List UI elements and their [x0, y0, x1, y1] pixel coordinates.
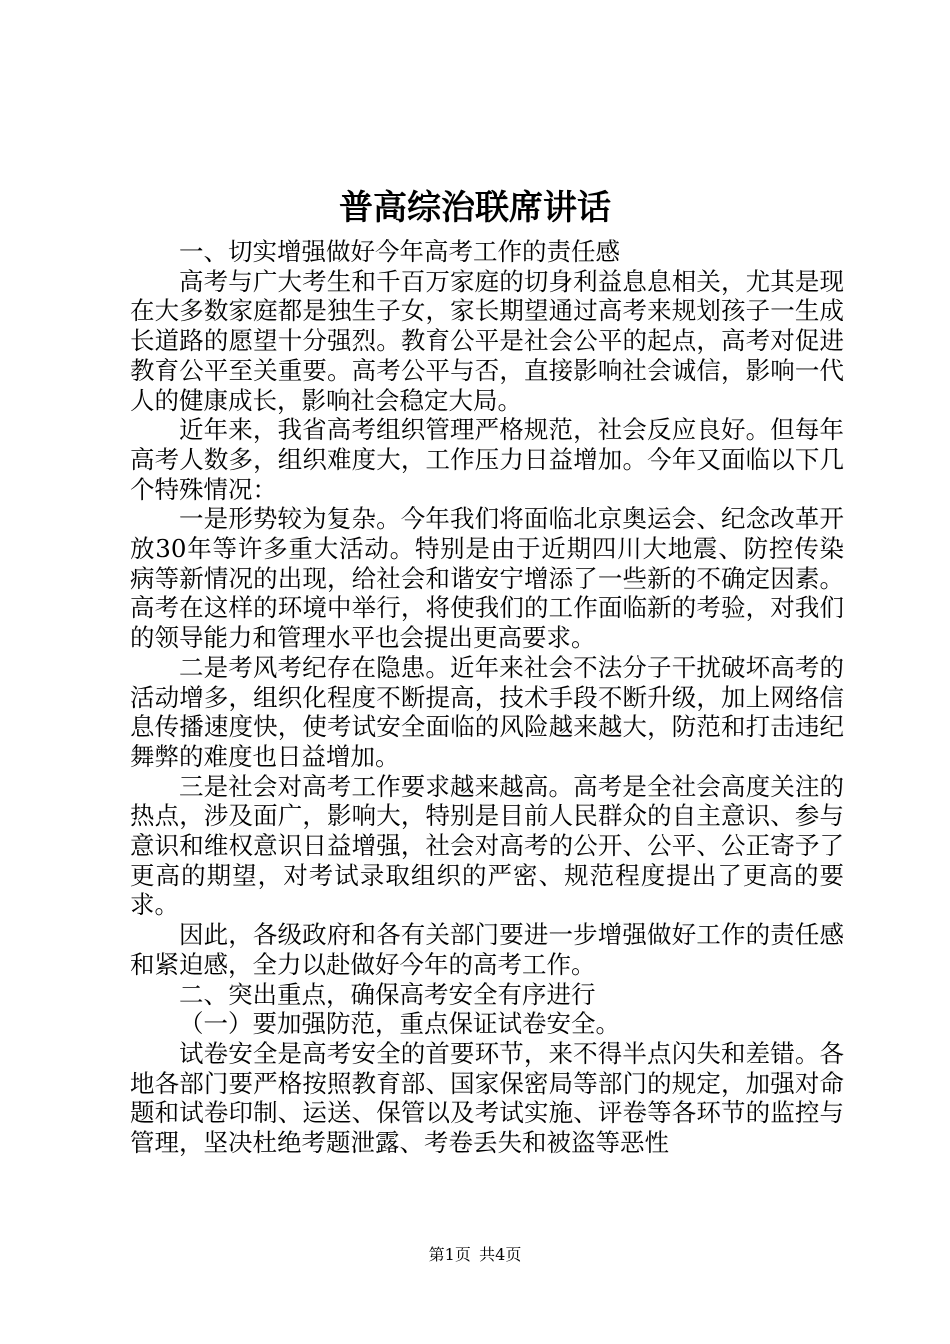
body-paragraph: 高考与广大考生和千百万家庭的切身利益息息相关，尤其是现在大多数家庭都是独生子女，家长期望通过高考来规划孩子一生成长道路的愿望十分强烈。教育公平是社会公平的起点，高考对促进教育公平至关重要。高考公平与否，直接影响社会诚信，影响一代人的健康成长，影响社会稳定大局。: [130, 266, 844, 415]
body-paragraph: 因此，各级政府和各有关部门要进一步增强做好工作的责任感和紧迫感，全力以赴做好今年的高考工作。: [130, 920, 844, 979]
body-paragraph: 三是社会对高考工作要求越来越高。高考是全社会高度关注的热点，涉及面广，影响大，特别是目前人民群众的自主意识、参与意识和维权意识日益增强，社会对高考的公开、公平、公正寄予了更高的期望，对考试录取组织的严密、规范程度提出了更高的要求。: [130, 771, 844, 920]
document-body: [130, 237, 844, 1158]
section-heading-1: 一、切实增强做好今年高考工作的责任感: [179, 237, 620, 266]
document-title: 普高综治联席讲话: [339, 188, 611, 228]
body-paragraph: 一是形势较为复杂。今年我们将面临北京奥运会、纪念改革开放30年等许多重大活动。特别是由于近期四川大地震、防控传染病等新情况的出现，给社会和谐安宁增添了一些新的不确定因素。高考在这样的环境中举行，将使我们的工作面临新的考验，对我们的领导能力和管理水平也会提出更高要求。: [130, 504, 844, 653]
subsection-heading: （一）要加强防范，重点保证试卷安全。: [179, 1009, 620, 1039]
body-paragraph: 试卷安全是高考安全的首要环节，来不得半点闪失和差错。各地各部门要严格按照教育部、国家保密局等部门的规定，加强对命题和试卷印制、运送、保管以及考试实施、评卷等各环节的监控与管理，坚决杜绝考题泄露、考卷丢失和被盗等恶性: [130, 1038, 844, 1158]
section-heading-2: 二、突出重点，确保高考安全有序进行: [179, 979, 596, 1009]
body-paragraph: 二是考风考纪存在隐患。近年来社会不法分子干扰破坏高考的活动增多，组织化程度不断提高，技术手段不断升级，加上网络信息传播速度快，使考试安全面临的风险越来越大，防范和打击违纪舞弊的难度也日益增加。: [130, 652, 844, 771]
body-paragraph: 近年来，我省高考组织管理严格规范，社会反应良好。但每年高考人数多，组织难度大，工作压力日益增加。今年又面临以下几个特殊情况：: [130, 415, 844, 504]
page-number-footer: 第1页 共4页: [428, 1245, 522, 1264]
